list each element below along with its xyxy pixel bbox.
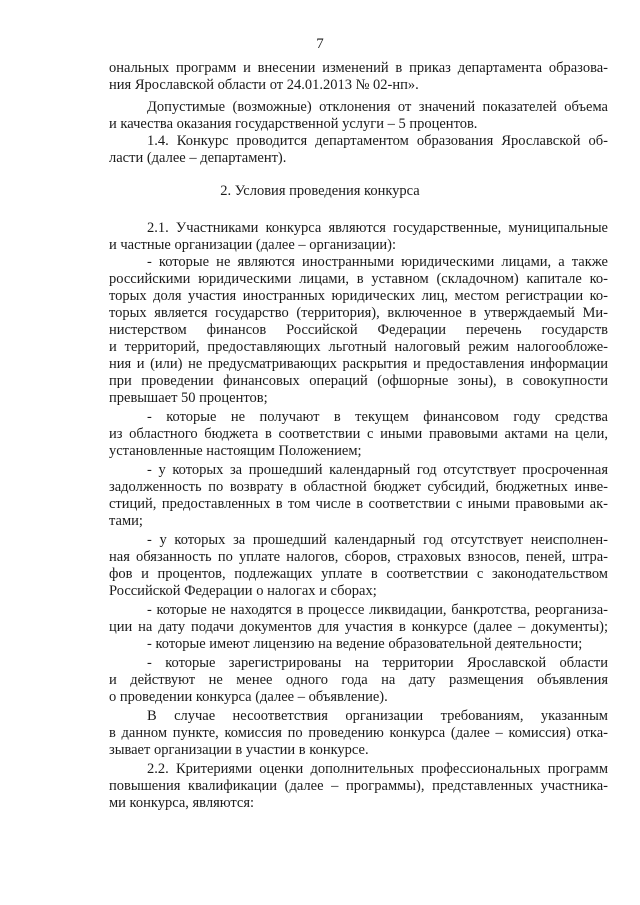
text-line: в данном пункте, комиссия по проведению конкурса (далее – комиссия) отка- [109,725,608,741]
text-line: - которые имеют лицензию на ведение образовательной деятельности; [147,636,583,652]
text-line: - которые не находятся в процессе ликвидации, банкротства, реорганиза- [147,602,608,618]
text-line: и частные организации (далее – организации): [109,237,396,253]
text-line: нистерством финансов Российской Федерации перечень государств [109,322,608,338]
page-number: 7 [316,36,324,52]
text-line: 2.1. Участниками конкурса являются государственные, муниципальные [147,220,608,236]
text-line: торых является государство (территория), включенное в утверждаемый Ми- [109,305,608,321]
text-line: повышения квалификации (далее – программы), представленных участника- [109,778,608,794]
text-line: фов и процентов, подлежащих уплате в соответствии с законодательством [109,566,608,582]
text-line: - у которых за прошедший календарный год отсутствует просроченная [147,462,608,478]
text-line: ласти (далее – департамент). [109,150,287,166]
text-line: - которые не получают в текущем финансовом году средства [147,409,608,425]
text-line: и территорий, предоставляющих льготный налоговый режим налогообложе- [109,339,608,355]
text-line: российскими юридическими лицами, в уставном (складочном) капитале ко- [109,271,608,287]
text-line: из областного бюджета в соответствии с иными правовыми актами на цели, [109,426,608,442]
text-line: при проведении финансовых операций (офшорные зоны), в совокупности [109,373,608,389]
text-line: установленные настоящим Положением; [109,443,362,459]
text-line: 2.2. Критериями оценки дополнительных профессиональных программ [147,761,608,777]
text-line: задолженность по возврату в областной бюджет субсидий, бюджетных инве- [109,479,608,495]
text-line: стиций, предоставленных в том числе в соответствии с иными правовыми ак- [109,496,608,512]
text-line: - у которых за прошедший календарный год отсутствует неисполнен- [147,532,608,548]
text-line: 1.4. Конкурс проводится департаментом образования Ярославской об- [147,133,608,149]
text-line: зывает организации в участии в конкурсе. [109,742,369,758]
text-line: В случае несоответствия организации требованиям, указанным [147,708,608,724]
text-line: тами; [109,513,143,529]
text-line: ции на дату подачи документов для участия в конкурсе (далее – документы); [109,619,608,635]
section-heading: 2. Условия проведения конкурса [220,183,420,199]
text-line: ми конкурса, являются: [109,795,255,811]
text-line: превышает 50 процентов; [109,390,268,406]
text-line: ональных программ и внесении изменений в приказ департамента образова- [109,60,608,76]
text-line: Допустимые (возможные) отклонения от значений показателей объема [147,99,608,115]
text-line: - которые зарегистрированы на территории Ярославской области [147,655,608,671]
text-line: и действуют не менее одного года на дату размещения объявления [109,672,608,688]
text-line: и качества оказания государственной услуги – 5 процентов. [109,116,478,132]
text-line: - которые не являются иностранными юридическими лицами, а также [147,254,608,270]
text-line: о проведении конкурса (далее – объявление). [109,689,388,705]
text-line: ния Ярославской области от 24.01.2013 № 02-нп». [109,77,419,93]
text-line: ния и (или) не предусматривающих раскрытия и предоставления информации [109,356,608,372]
text-line: Российской Федерации о налогах и сборах; [109,583,377,599]
text-line: торых доля участия иностранных юридических лиц, местом регистрации ко- [109,288,608,304]
text-line: ная обязанность по уплате налогов, сборов, страховых взносов, пеней, штра- [109,549,608,565]
